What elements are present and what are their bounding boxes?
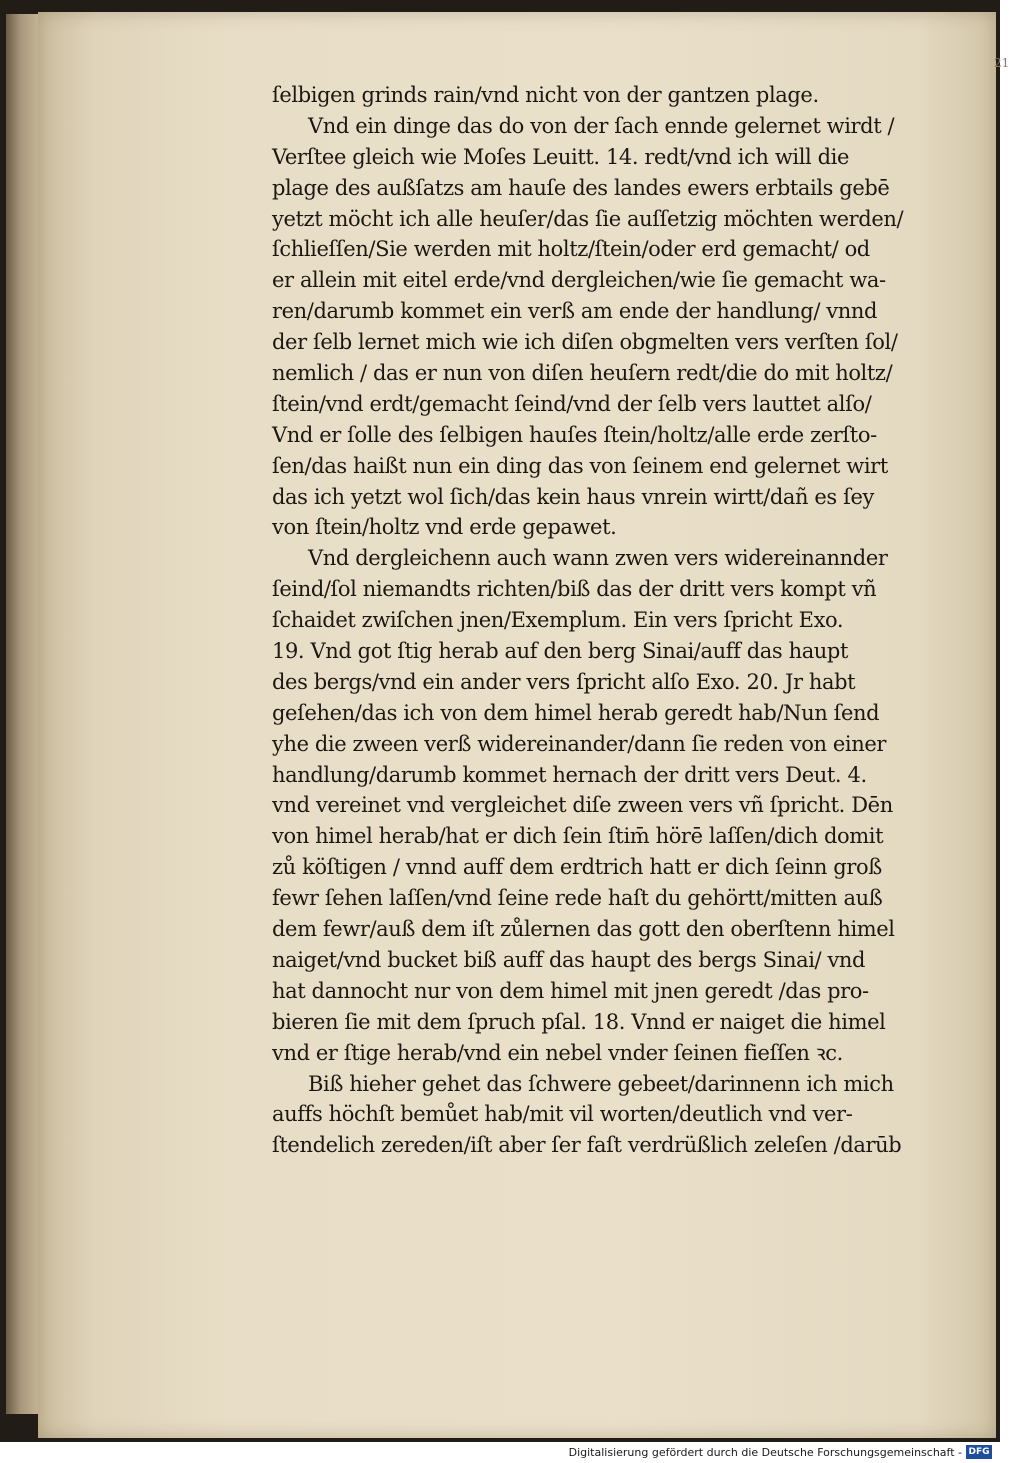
page-edge bbox=[6, 14, 42, 1414]
text-line: von ſtein/holtz vnd erde gepawet. bbox=[272, 515, 617, 540]
text-line: ſeind/ſol niemandts richten/biß das der dritt vers kompt vñ bbox=[272, 577, 877, 602]
text-line: zů köſtigen / vnnd auff dem erdtrich hatt er dich ſeinn groß bbox=[272, 855, 882, 880]
text-line: ſen/das haißt nun ein ding das von ſeinem end gelernet wirt bbox=[272, 453, 888, 478]
text-line: geſehen/das ich von dem himel herab geredt hab/Nun ſend bbox=[272, 700, 880, 725]
text-line: von himel herab/hat er dich ſein ſtim̄ hörē laſſen/dich domit bbox=[272, 824, 884, 849]
text-line: ſchlieſſen/Sie werden mit holtz/ſtein/oder erd gemacht/ od bbox=[272, 237, 870, 262]
text-line: nemlich / das er nun von diſen heuſern redt/die do mit holtz/ bbox=[272, 361, 893, 386]
text-line: vnd vereinet vnd vergleichet diſe zween vers vñ ſpricht. Dēn bbox=[272, 793, 893, 818]
text-line: ſelbigen grinds rain/vnd nicht von der gantzen plage. bbox=[272, 83, 819, 107]
text-line: fewr ſehen laſſen/vnd ſeine rede haſt du gehörtt/mitten auß bbox=[272, 886, 883, 911]
text-line: vnd er ſtige herab/vnd ein nebel vnder ſeinen fieſſen ꝛc. bbox=[272, 1040, 843, 1065]
dfg-logo-icon: DFG bbox=[966, 1445, 992, 1459]
text-line: ſtein/vnd erdt/gemacht ſeind/vnd der ſelb vers lauttet alſo/ bbox=[272, 391, 872, 416]
page-text bbox=[272, 80, 992, 1161]
text-line: dem fewr/auß dem iſt zůlernen das gott den oberſtenn himel bbox=[272, 917, 895, 942]
text-line: das ich yetzt wol ſich/das kein haus vnrein wirtt/dañ es ſey bbox=[272, 484, 874, 509]
text-line: ſchaidet zwiſchen jnen/Exemplum. Ein vers ſpricht Exo. bbox=[272, 608, 844, 633]
text-line: der ſelb lernet mich wie ich diſen obgmelten vers verſten ſol/ bbox=[272, 330, 898, 355]
text-line: er allein mit eitel erde/vnd dergleichen/wie ſie gemacht wa- bbox=[272, 268, 886, 293]
text-line: plage des außſatzs am hauſe des landes ewers erbtails gebē bbox=[272, 175, 890, 200]
text-line: ſtendelich zereden/iſt aber ſer faſt verdrüßlich zeleſen /darūb bbox=[272, 1133, 902, 1158]
folio-number: 21 bbox=[994, 56, 1009, 70]
funding-credit: Digitalisierung gefördert durch die Deutsche Forschungsgemeinschaft - bbox=[568, 1446, 962, 1459]
text-line: yhe die zween verß widereinander/dann ſie reden von einer bbox=[272, 731, 887, 756]
text-line: handlung/darumb kommet hernach der dritt vers Deut. 4. bbox=[272, 762, 867, 787]
text-line: bieren ſie mit dem ſpruch pſal. 18. Vnnd er naiget die himel bbox=[272, 1009, 886, 1034]
footer-bar bbox=[0, 1442, 1000, 1463]
text-line: naiget/vnd bucket biß auff das haupt des bergs Sinai/ vnd bbox=[272, 947, 866, 972]
text-line: Vnd er ſolle des ſelbigen hauſes ſtein/holtz/alle erde zerſto- bbox=[272, 422, 877, 447]
text-line: Vnd dergleichenn auch wann zwen vers widereinannder bbox=[308, 546, 888, 571]
text-line: auffs höchſt bemůet hab/mit vil worten/deutlich vnd ver- bbox=[272, 1102, 853, 1127]
text-line: hat dannocht nur von dem himel mit jnen geredt /das pro- bbox=[272, 978, 869, 1003]
text-line: 19. Vnd got ſtig herab auf den berg Sinai/auff das haupt bbox=[272, 639, 849, 664]
text-line: Biß hieher gehet das ſchwere gebeet/darinnenn ich mich bbox=[308, 1071, 894, 1096]
text-line: ren/darumb kommet ein verß am ende der handlung/ vnnd bbox=[272, 299, 878, 324]
text-line: yetzt möcht ich alle heuſer/das ſie auſſetzig möchten werden/ bbox=[272, 206, 904, 231]
text-line: Vnd ein dinge das do von der ſach ennde gelernet wirdt / bbox=[308, 113, 895, 138]
text-line: des bergs/vnd ein ander vers ſpricht alſo Exo. 20. Jr habt bbox=[272, 669, 856, 694]
text-line: Verſtee gleich wie Moſes Leuitt. 14. redt/vnd ich will die bbox=[272, 144, 850, 169]
